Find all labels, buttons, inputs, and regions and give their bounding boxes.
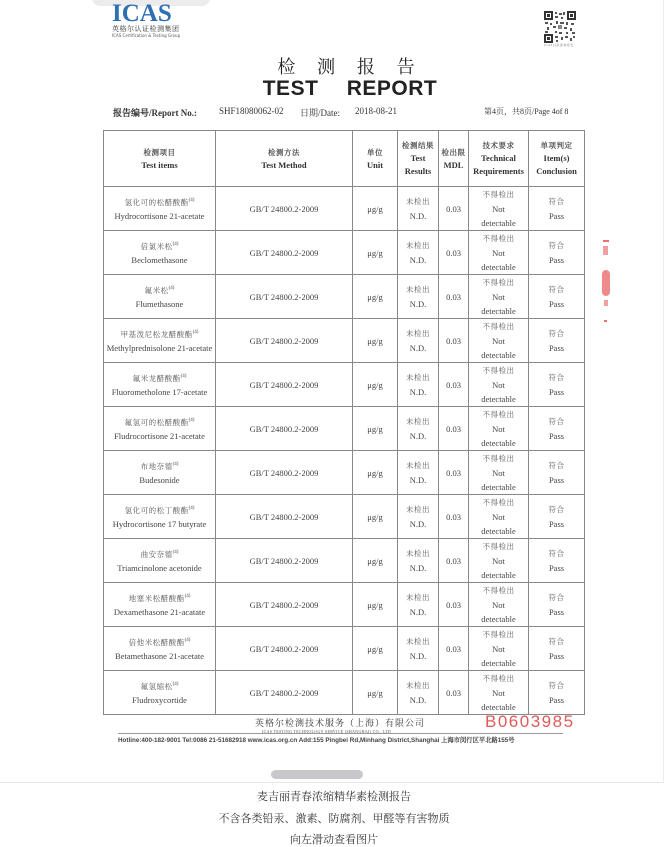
- cell-mdl: 0.03: [439, 187, 469, 231]
- qr-code-icon: [544, 11, 576, 43]
- cell-mdl: 0.03: [439, 671, 469, 715]
- cell-requirement: 不得检出 Not detectable: [469, 363, 529, 407]
- cell-conclusion: 符合 Pass: [529, 187, 585, 231]
- cell-unit: μg/g: [353, 627, 398, 671]
- test-results-table: [103, 130, 585, 715]
- cell-test-method: GB/T 24800.2-2009: [216, 451, 353, 495]
- red-seal-stamp-edge: [600, 230, 612, 340]
- cell-mdl: 0.03: [439, 583, 469, 627]
- cell-conclusion: 符合 Pass: [529, 407, 585, 451]
- cell-mdl: 0.03: [439, 451, 469, 495]
- cell-test-method: GB/T 24800.2-2009: [216, 363, 353, 407]
- page-indicator: 第4页，共8页/Page 4of 8: [484, 107, 569, 116]
- table-row: [104, 187, 585, 231]
- caption-description: 不含各类铅汞、激素、防腐剂、甲醛等有害物质: [218, 812, 450, 825]
- cell-requirement: 不得检出 Not detectable: [469, 319, 529, 363]
- date-label: 日期/Date:: [300, 108, 340, 118]
- qr-caption: ICAS扫码查询报告: [544, 43, 574, 47]
- logo-en-name: ICAS Certification & Testing Group: [112, 33, 181, 38]
- col-header-test-items: 检测项目 Test items: [104, 131, 216, 187]
- cell-test-result: 未检出 N.D.: [398, 495, 439, 539]
- cell-conclusion: 符合 Pass: [529, 539, 585, 583]
- cell-conclusion: 符合 Pass: [529, 627, 585, 671]
- cell-mdl: 0.03: [439, 539, 469, 583]
- cell-mdl: 0.03: [439, 627, 469, 671]
- cell-mdl: 0.03: [439, 319, 469, 363]
- cell-conclusion: 符合 Pass: [529, 231, 585, 275]
- cell-requirement: 不得检出 Not detectable: [469, 539, 529, 583]
- report-date: 2018-08-21: [355, 106, 397, 116]
- cell-test-method: GB/T 24800.2-2009: [216, 627, 353, 671]
- cell-mdl: 0.03: [439, 363, 469, 407]
- cell-unit: μg/g: [353, 407, 398, 451]
- cell-test-result: 未检出 N.D.: [398, 187, 439, 231]
- cell-test-result: 未检出 N.D.: [398, 275, 439, 319]
- cell-unit: μg/g: [353, 539, 398, 583]
- cell-test-result: 未检出 N.D.: [398, 319, 439, 363]
- cell-test-item: 倍他米松醋酸酯$^{(4)}$ Betamethasone 21-acetate: [104, 627, 216, 671]
- report-number-label: 报告编号/Report No.:: [113, 108, 197, 118]
- cell-test-method: GB/T 24800.2-2009: [216, 539, 353, 583]
- cell-conclusion: 符合 Pass: [529, 671, 585, 715]
- footer-divider: [118, 733, 563, 734]
- table-row: [104, 275, 585, 319]
- table-row: [104, 363, 585, 407]
- cell-requirement: 不得检出 Not detectable: [469, 671, 529, 715]
- cell-unit: μg/g: [353, 583, 398, 627]
- cell-test-item: 氟氢缩松$^{(4)}$ Fludroxycortide: [104, 671, 216, 715]
- cell-unit: μg/g: [353, 275, 398, 319]
- cell-mdl: 0.03: [439, 407, 469, 451]
- cell-test-method: GB/T 24800.2-2009: [216, 187, 353, 231]
- cell-test-method: GB/T 24800.2-2009: [216, 495, 353, 539]
- table-row: [104, 407, 585, 451]
- footer-contact-info: Hotline:400-182-9001 Tel:0086 21-51682918 www.icas.org.cn Add:155 Pingbei Rd,Minhang District,Shanghai 上海市闵行区平北路155号: [118, 737, 515, 744]
- cell-test-result: 未检出 N.D.: [398, 539, 439, 583]
- table-row: [104, 319, 585, 363]
- col-header-technical-requirements: 技术要求 Technical Requirements: [469, 131, 529, 187]
- cell-mdl: 0.03: [439, 275, 469, 319]
- table-row: [104, 451, 585, 495]
- cell-requirement: 不得检出 Not detectable: [469, 187, 529, 231]
- cell-test-item: 倍氯米松$^{(4)}$ Beclomethasone: [104, 231, 216, 275]
- cell-requirement: 不得检出 Not detectable: [469, 583, 529, 627]
- cell-test-result: 未检出 N.D.: [398, 231, 439, 275]
- table-row: [104, 539, 585, 583]
- cell-test-item: 氢化可的松丁酸酯$^{(4)}$ Hydrocortisone 17 butyrate: [104, 495, 216, 539]
- serial-number: B0603985: [485, 712, 575, 731]
- cell-requirement: 不得检出 Not detectable: [469, 451, 529, 495]
- cell-unit: μg/g: [353, 363, 398, 407]
- report-title-cn: 检 测 报 告: [277, 57, 423, 78]
- cell-conclusion: 符合 Pass: [529, 319, 585, 363]
- cell-test-result: 未检出 N.D.: [398, 451, 439, 495]
- cell-conclusion: 符合 Pass: [529, 583, 585, 627]
- cell-test-result: 未检出 N.D.: [398, 671, 439, 715]
- table-row: [104, 231, 585, 275]
- report-title-en: TEST REPORT: [262, 77, 438, 100]
- table-header-row: [104, 131, 585, 187]
- cell-requirement: 不得检出 Not detectable: [469, 627, 529, 671]
- caption-swipe-hint: 向左滑动查看图片: [290, 833, 378, 846]
- cell-test-method: GB/T 24800.2-2009: [216, 671, 353, 715]
- report-number: SHF18080062-02: [219, 106, 284, 116]
- cell-mdl: 0.03: [439, 495, 469, 539]
- cell-test-item: 氢化可的松醋酸酯$^{(4)}$ Hydrocortisone 21-acetate: [104, 187, 216, 231]
- cell-test-method: GB/T 24800.2-2009: [216, 407, 353, 451]
- col-header-test-method: 检测方法 Test Method: [216, 131, 353, 187]
- icas-logo: [112, 0, 194, 38]
- cell-conclusion: 符合 Pass: [529, 275, 585, 319]
- cell-test-method: GB/T 24800.2-2009: [216, 275, 353, 319]
- cell-conclusion: 符合 Pass: [529, 363, 585, 407]
- cell-test-result: 未检出 N.D.: [398, 627, 439, 671]
- cell-test-method: GB/T 24800.2-2009: [216, 583, 353, 627]
- cell-unit: μg/g: [353, 187, 398, 231]
- cell-unit: μg/g: [353, 231, 398, 275]
- table-row: [104, 583, 585, 627]
- cell-requirement: 不得检出 Not detectable: [469, 275, 529, 319]
- horizontal-scrollbar[interactable]: [271, 770, 363, 779]
- company-name-cn: 英格尔检测技术服务（上海）有限公司: [255, 719, 426, 729]
- cell-test-item: 曲安奈德$^{(4)}$ Triamcinolone acetonide: [104, 539, 216, 583]
- col-header-conclusion: 单项判定 Item(s) Conclusion: [529, 131, 585, 187]
- col-header-unit: 单位 Unit: [353, 131, 398, 187]
- table-row: [104, 671, 585, 715]
- company-name-en: ICAS TESTING TECHNOLOGY SERVICE (SHANGHAI) CO., LTD: [262, 729, 391, 734]
- cell-requirement: 不得检出 Not detectable: [469, 407, 529, 451]
- cell-test-result: 未检出 N.D.: [398, 583, 439, 627]
- caption-title: 麦吉丽青春浓缩精华素检测报告: [257, 790, 411, 803]
- cell-test-result: 未检出 N.D.: [398, 407, 439, 451]
- cell-unit: μg/g: [353, 671, 398, 715]
- cell-requirement: 不得检出 Not detectable: [469, 231, 529, 275]
- cell-unit: μg/g: [353, 495, 398, 539]
- cell-test-item: 氟米松$^{(4)}$ Flumethasone: [104, 275, 216, 319]
- cell-unit: μg/g: [353, 319, 398, 363]
- cell-unit: μg/g: [353, 451, 398, 495]
- cell-test-item: 地塞米松醋酸酯$^{(4)}$ Dexamethasone 21-acatate: [104, 583, 216, 627]
- cell-test-result: 未检出 N.D.: [398, 363, 439, 407]
- logo-wordmark: ICAS: [112, 0, 172, 27]
- cell-test-item: 布地奈德$^{(4)}$ Budesonide: [104, 451, 216, 495]
- cell-test-method: GB/T 24800.2-2009: [216, 319, 353, 363]
- cell-conclusion: 符合 Pass: [529, 451, 585, 495]
- cell-requirement: 不得检出 Not detectable: [469, 495, 529, 539]
- cell-test-item: 氟氢可的松醋酸酯$^{(4)}$ Fludrocortisone 21-acetate: [104, 407, 216, 451]
- table-row: [104, 627, 585, 671]
- col-header-test-results: 检测结果 Test Results: [398, 131, 439, 187]
- cell-conclusion: 符合 Pass: [529, 495, 585, 539]
- cell-test-item: 氟米龙醋酸酯$^{(4)}$ Fluorometholone 17-acetate: [104, 363, 216, 407]
- cell-test-item: 甲基泼尼松龙醋酸酯$^{(4)}$ Methylprednisolone 21-acetate: [104, 319, 216, 363]
- table-row: [104, 495, 585, 539]
- cell-test-method: GB/T 24800.2-2009: [216, 231, 353, 275]
- col-header-mdl: 检出限 MDL: [439, 131, 469, 187]
- logo-cn-name: 英格尔认证检测集团: [112, 25, 180, 33]
- cell-mdl: 0.03: [439, 231, 469, 275]
